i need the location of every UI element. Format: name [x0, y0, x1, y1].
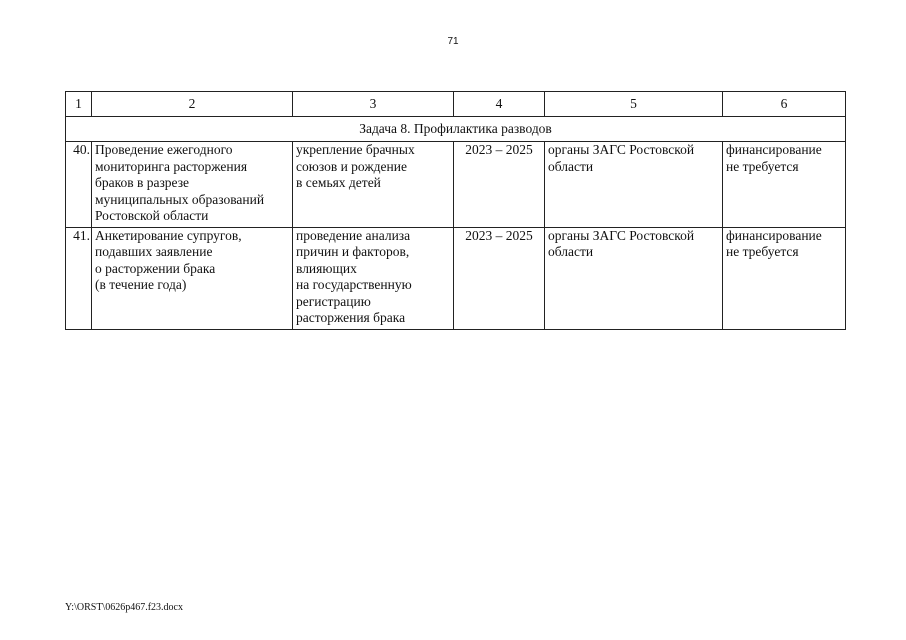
column-header: 5	[545, 92, 723, 117]
funding-cell: финансирование не требуется	[723, 227, 846, 329]
column-header: 6	[723, 92, 846, 117]
row-number: 40.	[66, 142, 92, 228]
funding-cell: финансирование не требуется	[723, 142, 846, 228]
section-title: Задача 8. Профилактика разводов	[66, 117, 846, 142]
page-number: 71	[447, 36, 459, 47]
years-cell: 2023 – 2025	[454, 227, 545, 329]
years-cell: 2023 – 2025	[454, 142, 545, 228]
table-header-row	[66, 92, 846, 117]
executor-cell: органы ЗАГС Ростовской области	[545, 227, 723, 329]
activity-cell: Анкетирование супругов, подавших заявление о расторжении брака (в течение года)	[92, 227, 293, 329]
table-row	[66, 142, 846, 228]
executor-cell: органы ЗАГС Ростовской области	[545, 142, 723, 228]
result-cell: укрепление брачных союзов и рождение в семьях детей	[293, 142, 454, 228]
column-header: 2	[92, 92, 293, 117]
section-row	[66, 117, 846, 142]
column-header: 3	[293, 92, 454, 117]
result-cell: проведение анализа причин и факторов, влияющих на государственную регистрацию расторжения брака	[293, 227, 454, 329]
column-header: 1	[66, 92, 92, 117]
column-header: 4	[454, 92, 545, 117]
footer-file-path: Y:\ORST\0626p467.f23.docx	[65, 602, 183, 613]
row-number: 41.	[66, 227, 92, 329]
table-row	[66, 227, 846, 329]
activity-cell: Проведение ежегодного мониторинга расторжения браков в разрезе муниципальных образований Ростовской области	[92, 142, 293, 228]
activities-table	[65, 91, 846, 330]
